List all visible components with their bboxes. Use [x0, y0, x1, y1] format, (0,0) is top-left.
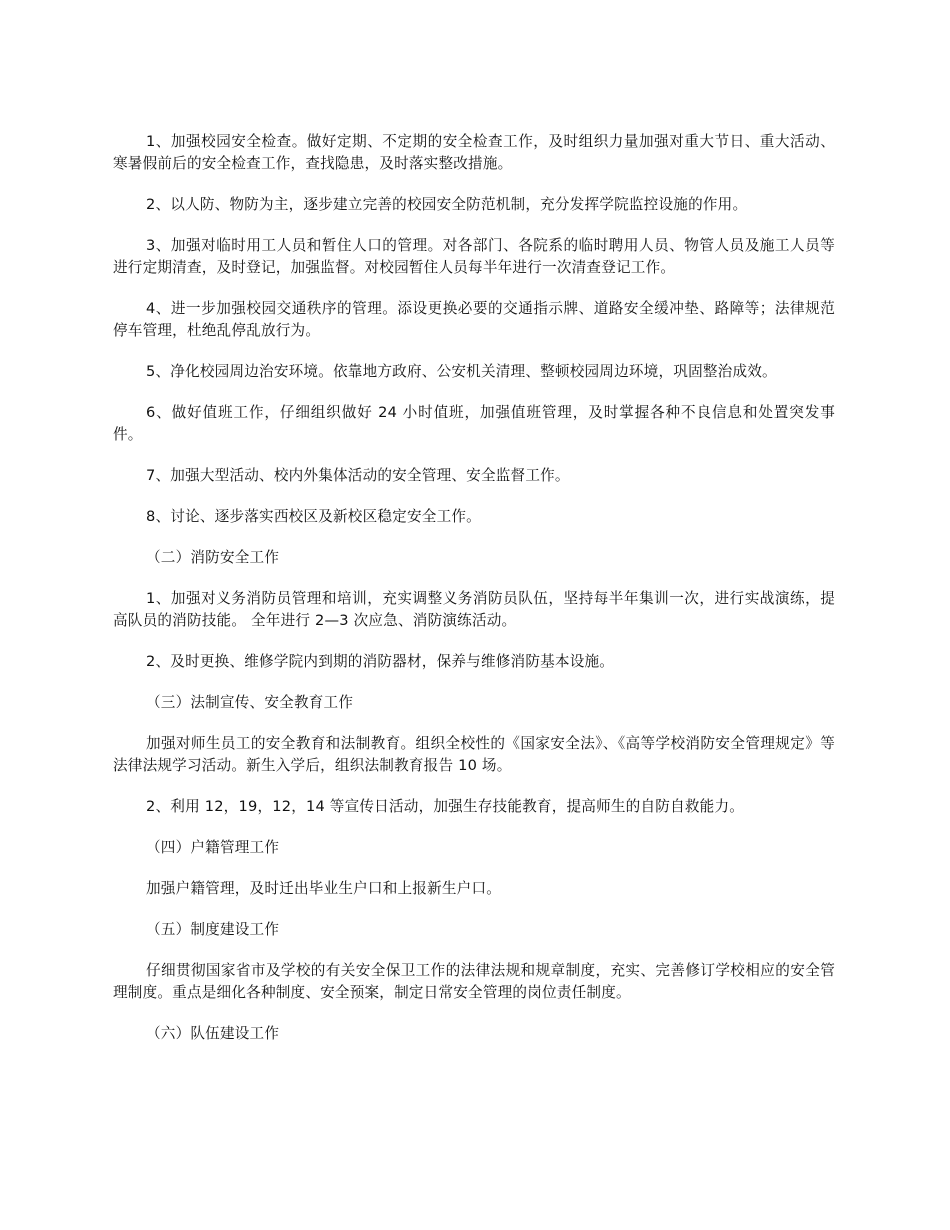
- paragraph-fire-2: 2、及时更换、维修学院内到期的消防器材，保养与维修消防基本设施。: [146, 653, 615, 670]
- paragraph-7: 7、加强大型活动、校内外集体活动的安全管理、安全监督工作。: [146, 467, 570, 484]
- paragraph-2: 2、以人防、物防为主，逐步建立完善的校园安全防范机制，充分发挥学院监控设施的作用。: [146, 196, 748, 213]
- section-heading-team-building: （六）队伍建设工作: [146, 1025, 280, 1042]
- section-heading-system-building: （五）制度建设工作: [146, 921, 280, 938]
- section-heading-fire-safety: （二）消防安全工作: [146, 549, 280, 566]
- paragraph-5: 5、净化校园周边治安环境。依靠地方政府、公安机关清理、整顿校园周边环境，巩固整治成效。: [146, 363, 777, 380]
- paragraph-6: 6、做好值班工作，仔细组织做好 24 小时值班，加强值班管理，及时掌握各种不良信息和处置突发事件。: [113, 404, 835, 443]
- section-heading-legal-education: （三）法制宣传、安全教育工作: [146, 694, 354, 711]
- paragraph-4: 4、进一步加强校园交通秩序的管理。添设更换必要的交通指示牌、道路安全缓冲垫、路障等；法律规范停车管理，杜绝乱停乱放行为。: [113, 300, 835, 339]
- paragraph-fire-1: 1、加强对义务消防员管理和培训，充实调整义务消防员队伍，坚持每半年集训一次，进行实战演练，提高队员的消防技能。 全年进行 2—3 次应急、消防演练活动。: [113, 590, 835, 629]
- section-heading-household-registration: （四）户籍管理工作: [146, 839, 280, 856]
- paragraph-1: 1、加强校园安全检查。做好定期、不定期的安全检查工作，及时组织力量加强对重大节日、重大活动、寒暑假前后的安全检查工作，查找隐患，及时落实整改措施。: [113, 133, 835, 172]
- paragraph-household-1: 加强户籍管理，及时迁出毕业生户口和上报新生户口。: [146, 880, 502, 897]
- paragraph-legal-1: 加强对师生员工的安全教育和法制教育。组织全校性的《国家安全法》、《高等学校消防安全管理规定》等法律法规学习活动。新生入学后，组织法制教育报告 10 场。: [113, 735, 835, 774]
- paragraph-3: 3、加强对临时用工人员和暂住人口的管理。对各部门、各院系的临时聘用人员、物管人员及施工人员等进行定期清查，及时登记，加强监督。对校园暂住人员每半年进行一次清查登记工作。: [113, 237, 835, 276]
- paragraph-legal-2: 2、利用 12，19，12，14 等宣传日活动，加强生存技能教育，提高师生的自防自救能力。: [146, 798, 745, 815]
- document-page: [113, 131, 835, 1064]
- paragraph-8: 8、讨论、逐步落实西校区及新校区稳定安全工作。: [146, 508, 481, 525]
- paragraph-system-1: 仔细贯彻国家省市及学校的有关安全保卫工作的法律法规和规章制度，充实、完善修订学校相应的安全管理制度。重点是细化各种制度、安全预案，制定日常安全管理的岗位责任制度。: [113, 962, 835, 1001]
